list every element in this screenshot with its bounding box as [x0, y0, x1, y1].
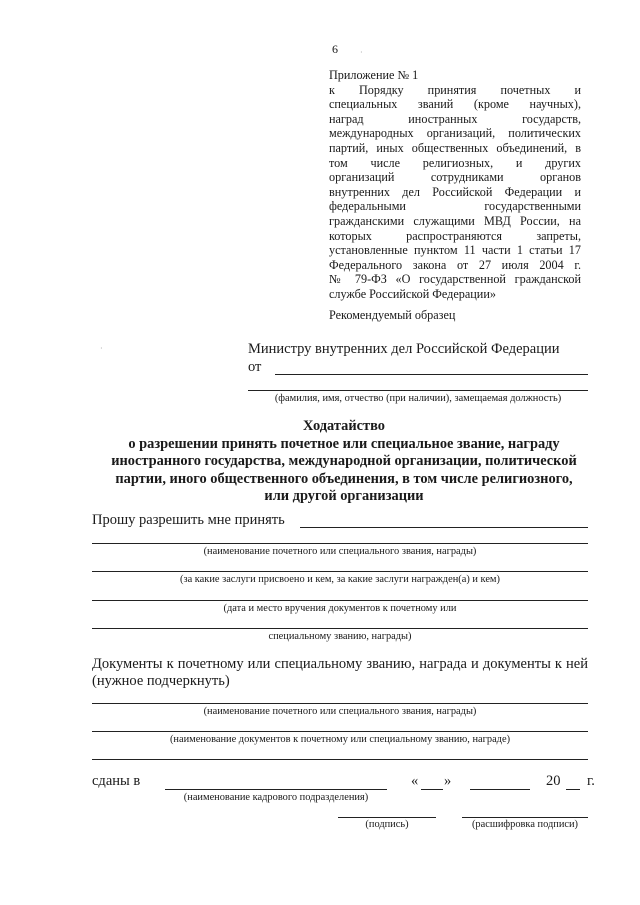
signature-caption: (подпись)	[365, 819, 409, 830]
appendix-line: № 79-ФЗ «О государственной гражданской	[329, 272, 581, 287]
appendix-line: федеральными государственными	[329, 199, 581, 214]
appendix-line: которых распространяются запреты,	[329, 228, 581, 243]
scan-speck: ·	[360, 48, 363, 57]
documents-list-line[interactable]	[92, 731, 588, 732]
handover-label: сданы в	[92, 773, 141, 789]
from-field-line-2[interactable]	[248, 390, 588, 391]
documents-list-caption: (наименование документов к почетному или специальному званию, награде)	[169, 734, 511, 745]
scan-speck: ·	[100, 344, 103, 353]
year-suffix: г.	[587, 773, 595, 789]
document-title	[96, 418, 592, 506]
appendix-line: партий, иных общественных объединений, в	[329, 140, 581, 155]
appendix-line: к Порядку принятия почетных и	[329, 82, 581, 97]
appendix-line: организаций сотрудниками органов	[329, 170, 581, 185]
month-field-line[interactable]	[470, 789, 530, 790]
appendix-line: том числе религиозных, и других	[329, 155, 581, 170]
date-place-line-2[interactable]	[92, 628, 588, 629]
title-line: о разрешении принять почетное или специальное звание, награду	[128, 435, 560, 452]
title-line: партии, иного общественного объединения, в том числе религиозного,	[115, 470, 573, 487]
appendix-line: международных организаций, политических	[329, 126, 581, 141]
documents-extra-line[interactable]	[92, 759, 588, 760]
date-place-caption: (дата и место вручения документов к почетному или	[223, 603, 457, 614]
appendix-line: специальных званий (кроме научных),	[329, 97, 581, 112]
decryption-caption: (расшифровка подписи)	[471, 819, 579, 830]
documents-paragraph: Документы к почетному или специальному званию, награда и документы к ней (нужное подчеркнуть)	[92, 656, 588, 689]
addressee-line: Министру внутренних дел Российской Федерации	[248, 341, 560, 357]
date-place-line[interactable]	[92, 600, 588, 601]
department-caption: (наименование кадрового подразделения)	[183, 792, 369, 803]
documents-award-caption: (наименование почетного или специального звания, награды)	[203, 706, 477, 717]
request-field-line[interactable]	[300, 527, 588, 528]
sample-note: Рекомендуемый образец	[329, 308, 456, 322]
appendix-line: Приложение № 1	[329, 68, 419, 82]
date-place-caption-2: специальному званию, награды)	[268, 631, 412, 642]
department-field-line[interactable]	[165, 789, 387, 790]
merits-line[interactable]	[92, 571, 588, 572]
signature-field-line[interactable]	[338, 817, 436, 818]
award-name-caption: (наименование почетного или специального звания, награды)	[203, 546, 477, 557]
open-quote: «	[411, 773, 419, 789]
from-label: от	[248, 359, 262, 375]
appendix-line: Федерального закона от 27 июля 2004 г.	[329, 257, 581, 272]
title-line: или другой организации	[264, 488, 424, 505]
decryption-field-line[interactable]	[462, 817, 588, 818]
appendix-line: установленные пунктом 11 части 1 статьи 17	[329, 243, 581, 258]
appendix-line: внутренних дел Российской Федерации и	[329, 184, 581, 199]
close-quote: »	[444, 773, 452, 789]
appendix-block	[329, 68, 581, 302]
documents-award-line[interactable]	[92, 703, 588, 704]
page-number: 6	[332, 42, 338, 56]
appendix-line: наград иностранных государств,	[329, 111, 581, 126]
title-heading: Ходатайство	[303, 418, 385, 434]
title-line: иностранного государства, международной организации, политической	[111, 453, 577, 470]
merits-caption: (за какие заслуги присвоено и кем, за какие заслуги награжден(а) и кем)	[180, 574, 500, 585]
year-field-line[interactable]	[566, 789, 580, 790]
request-label: Прошу разрешить мне принять	[92, 512, 285, 528]
from-field-line[interactable]	[275, 374, 588, 375]
year-prefix: 20	[546, 773, 561, 789]
from-caption: (фамилия, имя, отчество (при наличии), замещаемая должность)	[274, 393, 562, 404]
appendix-line: гражданскими служащими МВД России, на	[329, 213, 581, 228]
appendix-line: службе Российской Федерации»	[329, 286, 496, 301]
day-field-line[interactable]	[421, 789, 443, 790]
award-name-line[interactable]	[92, 543, 588, 544]
